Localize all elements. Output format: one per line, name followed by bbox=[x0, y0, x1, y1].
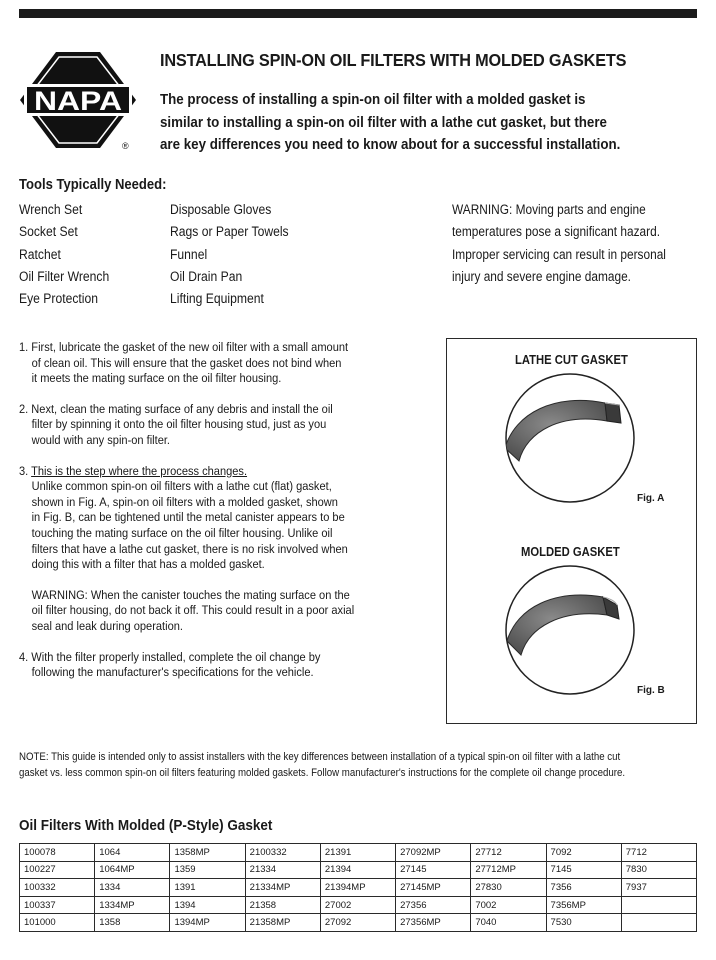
fig-b-title: MOLDED GASKET bbox=[521, 545, 620, 559]
part-number-cell: 7830 bbox=[621, 861, 696, 879]
part-number-cell: 1334 bbox=[95, 879, 170, 897]
page-title: INSTALLING SPIN-ON OIL FILTERS WITH MOLDED GASKETS bbox=[160, 50, 627, 70]
step-line: in Fig. B, can be tightened until the metal canister appears to be bbox=[31, 510, 345, 525]
tool-item: Socket Set bbox=[19, 224, 78, 240]
step-line: of clean oil. This will ensure that the gasket does not bind when bbox=[31, 355, 342, 370]
tool-item: Disposable Gloves bbox=[170, 202, 272, 217]
intro-line: The process of installing a spin-on oil filter with a molded gasket is bbox=[160, 92, 586, 108]
step-line: 1. First, lubricate the gasket of the new oil filter with a small amount bbox=[19, 340, 349, 354]
warning-line: temperatures pose a significant hazard. bbox=[452, 224, 661, 240]
part-number-cell: 7145 bbox=[546, 861, 621, 879]
tool-item: Oil Filter Wrench bbox=[19, 268, 110, 284]
note-line: NOTE: This guide is intended only to assist installers with the key differences between installation of a typical spin-on oil filter with a lathe cut bbox=[19, 751, 621, 763]
installation-steps bbox=[19, 340, 415, 696]
warning-line: WARNING: Moving parts and engine bbox=[452, 202, 646, 217]
step-warning-line: seal and leak during operation. bbox=[31, 618, 183, 633]
tools-list-col1 bbox=[19, 199, 109, 310]
table-row bbox=[20, 844, 697, 862]
part-number-cell: 7530 bbox=[546, 914, 621, 932]
part-number-cell: 27356MP bbox=[396, 914, 471, 932]
part-number-cell: 7002 bbox=[471, 896, 546, 914]
part-number-cell: 27092 bbox=[320, 914, 395, 932]
tool-item: Rags or Paper Towels bbox=[170, 224, 289, 240]
step-2 bbox=[19, 402, 415, 449]
logo-text: NAPA bbox=[34, 86, 122, 116]
table-row bbox=[20, 861, 697, 879]
table-row bbox=[20, 879, 697, 897]
logo-registered-mark: ® bbox=[122, 141, 129, 150]
step-3-heading bbox=[19, 464, 415, 480]
parts-table-title: Oil Filters With Molded (P-Style) Gasket bbox=[19, 817, 273, 834]
tool-item: Ratchet bbox=[19, 246, 61, 262]
tool-item: Eye Protection bbox=[19, 291, 99, 307]
part-number-cell: 27145MP bbox=[396, 879, 471, 897]
tools-heading: Tools Typically Needed: bbox=[19, 177, 167, 193]
part-number-cell bbox=[621, 914, 696, 932]
step-warning-line: WARNING: When the canister touches the mating surface on the bbox=[31, 587, 350, 602]
part-number-cell: 1358MP bbox=[170, 844, 245, 862]
part-number-cell: 21391 bbox=[320, 844, 395, 862]
tool-item: Lifting Equipment bbox=[170, 291, 264, 307]
part-number-cell: 21334MP bbox=[245, 879, 320, 897]
step-line: filter by spinning it onto the oil filter housing stud, just as you bbox=[31, 417, 327, 432]
part-number-cell: 1064 bbox=[95, 844, 170, 862]
part-number-cell: 1064MP bbox=[95, 861, 170, 879]
part-number-cell: 7712 bbox=[621, 844, 696, 862]
step-warning-line: oil filter housing, do not back it off. This could result in a poor axial bbox=[31, 603, 355, 618]
step-line: shown in Fig. A, spin-on oil filters with a molded gasket, shown bbox=[31, 494, 338, 509]
fig-a-label: Fig. A bbox=[637, 493, 665, 504]
part-number-cell: 7040 bbox=[471, 914, 546, 932]
step-line: Unlike common spin-on oil filters with a lathe cut (flat) gasket, bbox=[31, 479, 332, 494]
step-line: filters that have a lathe cut gasket, there is no risk involved when bbox=[31, 541, 348, 556]
molded-gasket-illustration bbox=[495, 565, 645, 695]
part-number-cell: 27356 bbox=[396, 896, 471, 914]
note-line: gasket vs. less common spin-on oil filters featuring molded gaskets. Follow manufacturer's instructions for the complete oil change procedure. bbox=[19, 766, 626, 779]
intro-line: are key differences you need to know about for a successful installation. bbox=[160, 137, 621, 153]
intro-line: similar to installing a spin-on oil filter with a lathe cut gasket, but there bbox=[160, 114, 607, 131]
part-number-cell: 27145 bbox=[396, 861, 471, 879]
top-rule bbox=[19, 9, 697, 18]
parts-table bbox=[19, 843, 697, 932]
step-line: doing this with a filter that has a molded gasket. bbox=[31, 557, 265, 572]
part-number-cell: 100332 bbox=[20, 879, 95, 897]
intro-paragraph bbox=[160, 89, 675, 157]
step-3 bbox=[19, 464, 415, 635]
safety-warning bbox=[452, 199, 707, 288]
part-number-cell: 100227 bbox=[20, 861, 95, 879]
part-number-cell: 27092MP bbox=[396, 844, 471, 862]
step-line: following the manufacturer's specifications for the vehicle. bbox=[31, 665, 314, 680]
part-number-cell: 1394MP bbox=[170, 914, 245, 932]
part-number-cell: 2100332 bbox=[245, 844, 320, 862]
step-line: 2. Next, clean the mating surface of any debris and install the oil bbox=[19, 401, 333, 416]
installer-note bbox=[19, 750, 688, 781]
part-number-cell: 1358 bbox=[95, 914, 170, 932]
step-heading-text: This is the step where the process changes. bbox=[31, 463, 248, 478]
part-number-cell: 1394 bbox=[170, 896, 245, 914]
table-row bbox=[20, 896, 697, 914]
warning-line: injury and severe engine damage. bbox=[452, 268, 631, 284]
part-number-cell: 1359 bbox=[170, 861, 245, 879]
part-number-cell: 21358MP bbox=[245, 914, 320, 932]
warning-line: Improper servicing can result in personal bbox=[452, 246, 666, 262]
part-number-cell: 27712MP bbox=[471, 861, 546, 879]
part-number-cell: 21394MP bbox=[320, 879, 395, 897]
table-row bbox=[20, 914, 697, 932]
part-number-cell: 7937 bbox=[621, 879, 696, 897]
part-number-cell: 7356MP bbox=[546, 896, 621, 914]
napa-logo bbox=[18, 50, 138, 150]
step-line: it meets the mating surface on the oil filter housing. bbox=[31, 371, 282, 386]
part-number-cell: 27002 bbox=[320, 896, 395, 914]
part-number-cell: 1391 bbox=[170, 879, 245, 897]
step-4 bbox=[19, 650, 415, 681]
step-number: 3. bbox=[19, 463, 32, 478]
part-number-cell: 7356 bbox=[546, 879, 621, 897]
fig-b-label: Fig. B bbox=[637, 685, 665, 696]
tool-item: Wrench Set bbox=[19, 202, 83, 217]
lathe-cut-gasket-illustration bbox=[495, 373, 645, 503]
part-number-cell: 27712 bbox=[471, 844, 546, 862]
gasket-figures bbox=[446, 338, 697, 724]
step-line: 4. With the filter properly installed, complete the oil change by bbox=[19, 649, 321, 664]
part-number-cell: 21358 bbox=[245, 896, 320, 914]
part-number-cell: 100337 bbox=[20, 896, 95, 914]
tools-list-col2 bbox=[170, 199, 289, 310]
part-number-cell: 21394 bbox=[320, 861, 395, 879]
tool-item: Oil Drain Pan bbox=[170, 268, 243, 284]
step-line: would with any spin-on filter. bbox=[31, 432, 171, 447]
step-1 bbox=[19, 340, 415, 387]
part-number-cell: 1334MP bbox=[95, 896, 170, 914]
part-number-cell: 7092 bbox=[546, 844, 621, 862]
step-line: touching the mating surface on the oil filter housing. Unlike oil bbox=[31, 525, 333, 540]
part-number-cell: 21334 bbox=[245, 861, 320, 879]
part-number-cell: 100078 bbox=[20, 844, 95, 862]
part-number-cell: 27830 bbox=[471, 879, 546, 897]
part-number-cell bbox=[621, 896, 696, 914]
tool-item: Funnel bbox=[170, 246, 208, 262]
fig-a-title: LATHE CUT GASKET bbox=[515, 353, 628, 367]
part-number-cell: 101000 bbox=[20, 914, 95, 932]
